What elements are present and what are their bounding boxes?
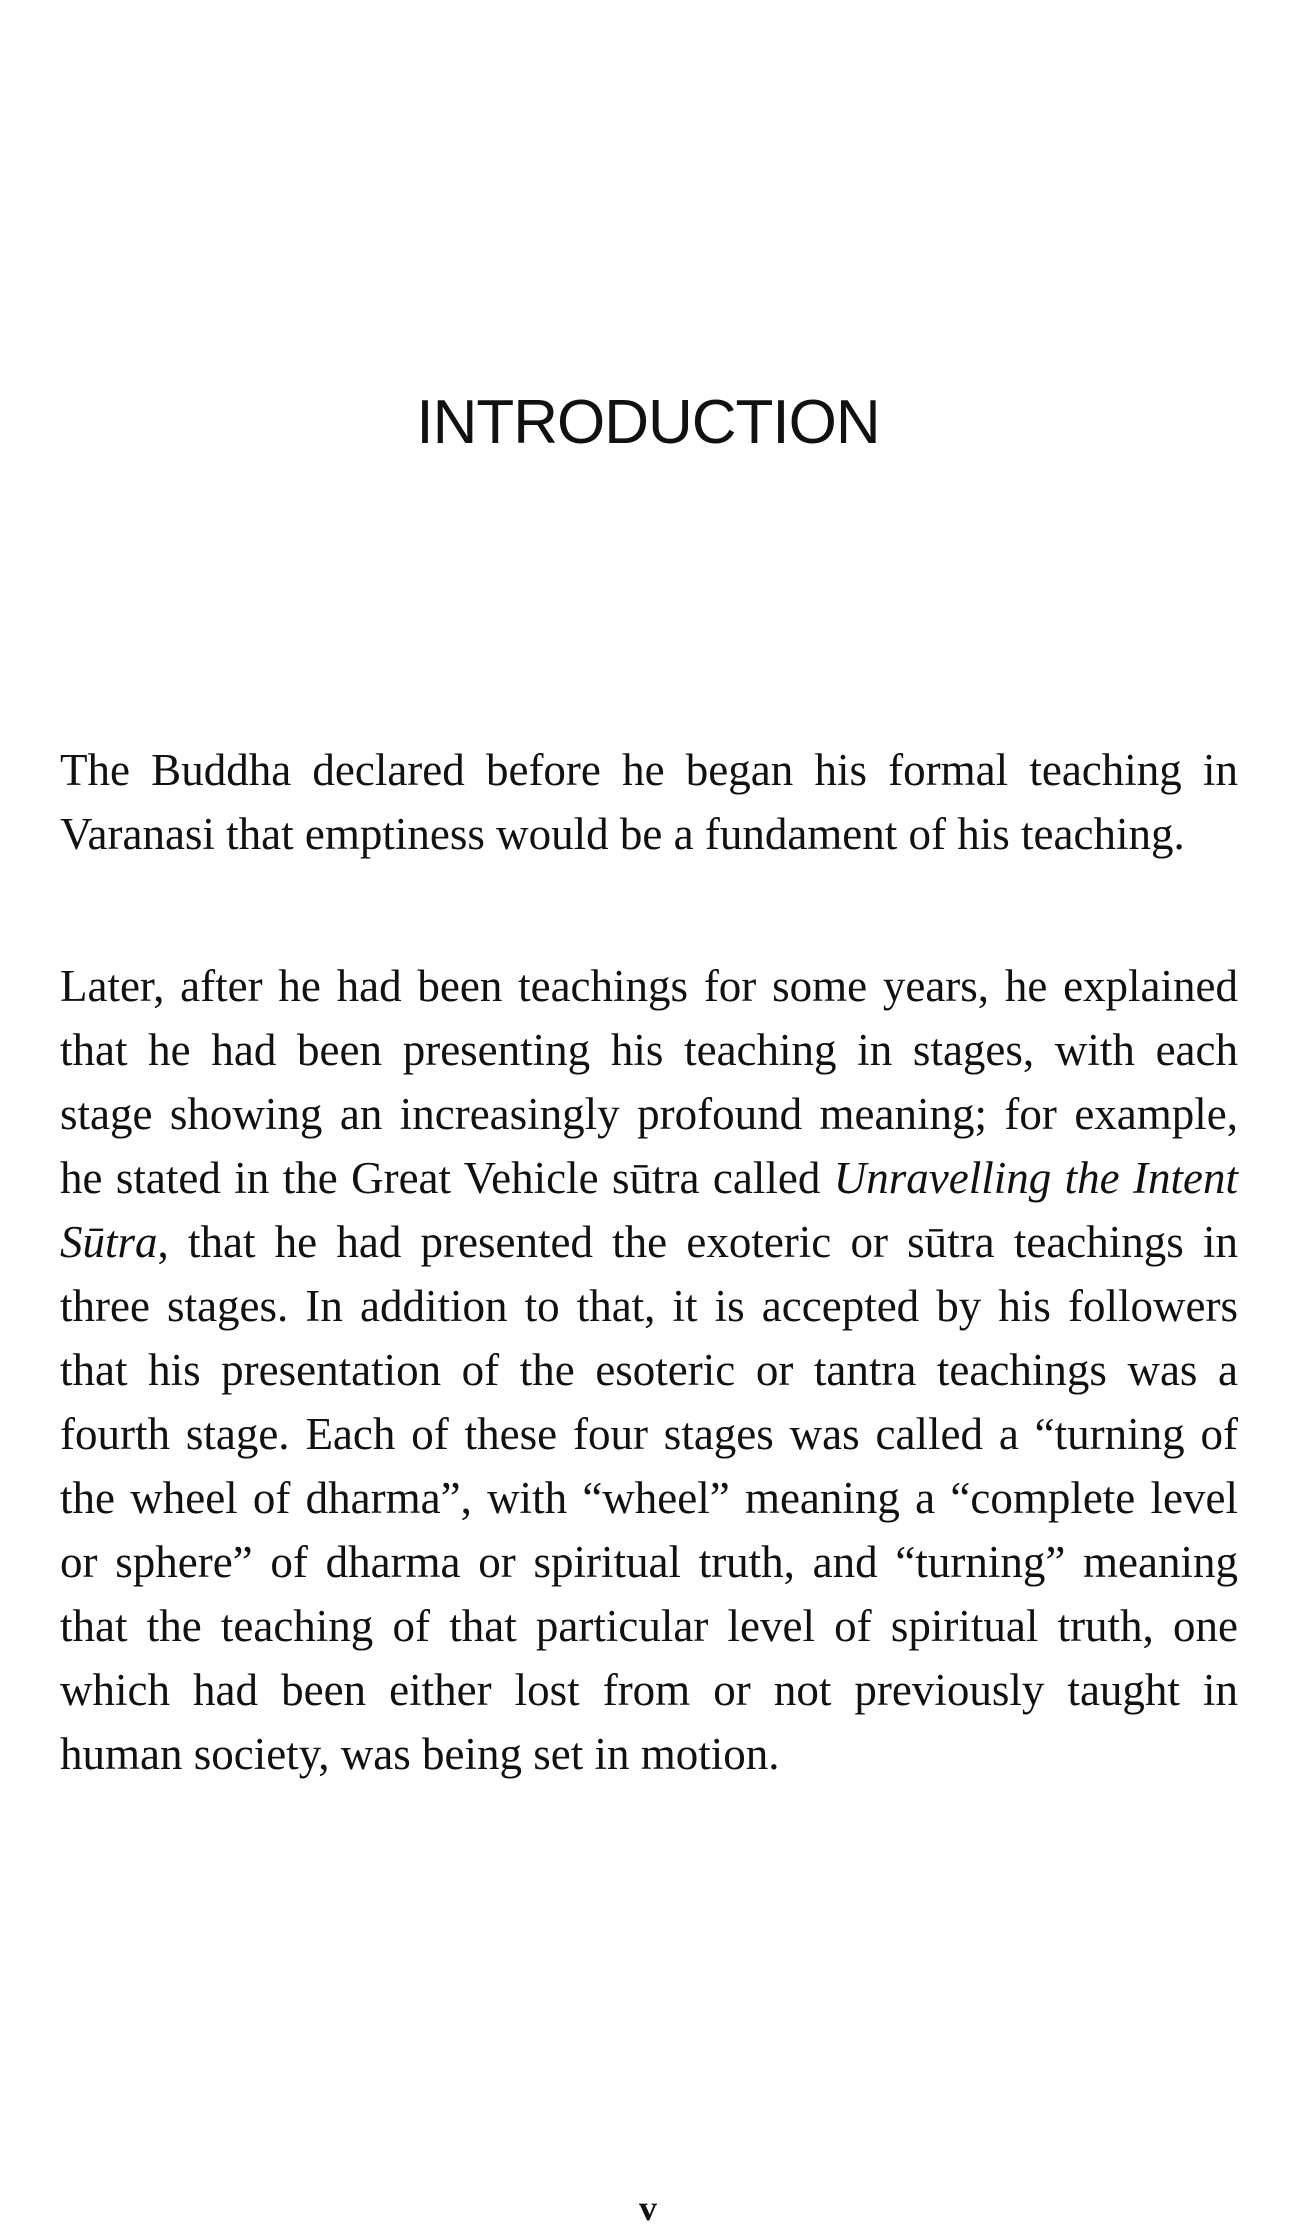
chapter-title: INTRODUCTION (416, 388, 880, 457)
paragraph-2-lead: Later, after he had been teachings for some years, he explained that he had been presenting his teaching in stages, with each stage showing an increasingly profound meaning; for example, he stated in the Great Vehicle sūtra called (60, 961, 1238, 1203)
page-number: v (639, 2188, 657, 2228)
paragraph-1: The Buddha declared before he began his formal teaching in Varanasi that emptiness would be a fundament of his teaching. (60, 745, 1238, 859)
paragraph-2-tail: , that he had presented the exoteric or sūtra teachings in three stages. In addition to that, it is accepted by his followers that his presentation of the esoteric or tantra teachings was a fourth stage. Each of these four stages was called a “turning of the wheel of dharma”, with “wheel” meaning a “complete level or sphere” of dharma or spiritual truth, and “turning” meaning that the teaching of that particular level of spiritual truth, one which had been either lost from or not previously taught in human society, was being set in motion. (60, 1217, 1238, 1779)
sutra-title: Unravelling the Intent Sūtra (60, 1153, 1238, 1267)
paragraph-2 (60, 954, 1238, 1786)
